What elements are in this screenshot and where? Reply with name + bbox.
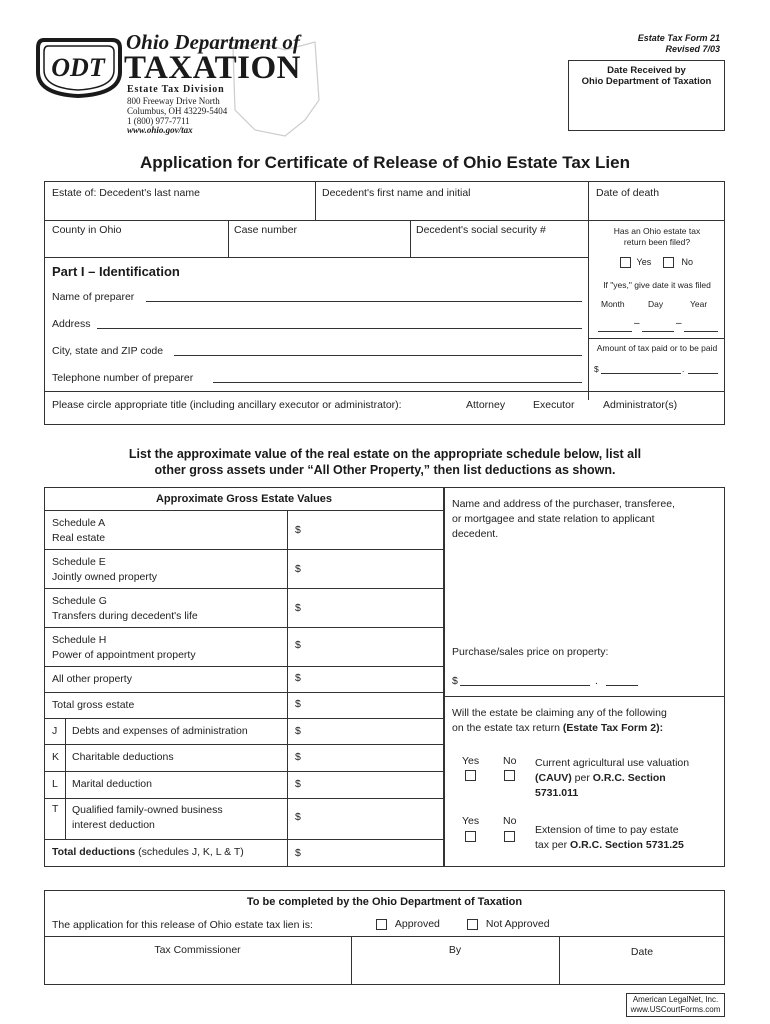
deduction-t-label bbox=[72, 803, 223, 833]
extension-yes-checkbox[interactable] bbox=[465, 830, 476, 842]
agency-website: www.ohio.gov/tax bbox=[127, 125, 193, 135]
cauv-yes-checkbox[interactable] bbox=[465, 769, 476, 781]
extension-line-1: Extension of time to pay estate bbox=[535, 824, 679, 836]
date-received-label-2: Ohio Department of Taxation bbox=[581, 76, 712, 87]
date-dash: – bbox=[634, 318, 640, 329]
filed-month-field[interactable] bbox=[598, 320, 632, 332]
agency-name-line1: Ohio Department of bbox=[126, 30, 300, 54]
approval-date-label: Date bbox=[630, 946, 654, 958]
cauv-section: O.R.C. Section bbox=[592, 772, 666, 784]
part1-heading: Part I – Identification bbox=[52, 264, 180, 279]
agency-phone: 1 (800) 977-7711 bbox=[127, 116, 190, 126]
claim-question bbox=[452, 706, 667, 736]
date-received-label-1: Date Received by bbox=[607, 65, 686, 76]
decedent-first-name-field[interactable] bbox=[317, 200, 587, 219]
checkbox-icon[interactable] bbox=[663, 257, 674, 268]
deduction-j-letter: J bbox=[52, 725, 58, 737]
month-label: Month bbox=[601, 299, 625, 309]
amount-decimal: . bbox=[682, 364, 685, 374]
purchase-price-cents-field[interactable] bbox=[606, 674, 638, 686]
approval-heading: To be completed by the Ohio Department of Taxation bbox=[246, 896, 523, 908]
deduction-t-line1: Qualified family-owned business bbox=[72, 804, 223, 816]
schedule-h-amount[interactable]: $ bbox=[295, 639, 301, 651]
by-signature-field[interactable] bbox=[353, 958, 558, 984]
publisher-website[interactable]: www.USCourtForms.com bbox=[630, 1005, 721, 1014]
cauv-section-number: 5731.011 bbox=[535, 787, 579, 799]
agency-address-2: Columbus, OH 43229-5404 bbox=[127, 106, 228, 116]
extension-per: tax per bbox=[535, 839, 571, 851]
amount-paid-cents-field[interactable] bbox=[688, 362, 718, 374]
deduction-t-line2: interest deduction bbox=[72, 819, 155, 831]
schedule-g-desc: Transfers during decedent's life bbox=[52, 610, 198, 622]
schedule-e-label bbox=[52, 555, 157, 585]
ssn-label: Decedent's social security # bbox=[416, 224, 546, 236]
cauv-yes-label: Yes bbox=[462, 755, 480, 767]
case-number-label: Case number bbox=[234, 224, 298, 236]
division-name: Estate Tax Division bbox=[127, 84, 225, 95]
publisher-box bbox=[626, 993, 725, 1017]
schedule-g-label bbox=[52, 594, 198, 624]
city-state-zip-field[interactable] bbox=[174, 344, 582, 356]
approval-question: The application for this release of Ohio estate tax lien is: bbox=[52, 919, 313, 931]
all-other-property-label: All other property bbox=[52, 673, 132, 685]
purchase-price-field[interactable] bbox=[460, 674, 590, 686]
all-other-property-amount[interactable]: $ bbox=[295, 672, 301, 684]
not-approved-label: Not Approved bbox=[485, 918, 550, 930]
total-deductions-rest: (schedules J, K, L & T) bbox=[135, 846, 244, 858]
city-state-zip-label: City, state and ZIP code bbox=[52, 345, 164, 357]
address-label: Address bbox=[52, 318, 91, 330]
address-field[interactable] bbox=[97, 317, 582, 329]
odt-logo bbox=[34, 36, 122, 98]
decedent-first-name-label: Decedent's first name and initial bbox=[322, 187, 471, 199]
publisher-name: American LegalNet, Inc. bbox=[632, 995, 719, 1004]
deduction-k-label: Charitable deductions bbox=[72, 751, 174, 763]
purchaser-name-address-field[interactable] bbox=[450, 545, 720, 637]
purchase-price-decimal: . bbox=[595, 675, 598, 687]
approved-label: Approved bbox=[394, 918, 440, 930]
logo-text: ODT bbox=[51, 53, 105, 82]
return-filed-yes[interactable] bbox=[620, 257, 651, 268]
claim-line-2: on the estate tax return bbox=[452, 722, 563, 734]
telephone-label: Telephone number of preparer bbox=[52, 372, 194, 384]
if-yes-label: If "yes," give date it was filed bbox=[603, 280, 711, 290]
approved-option[interactable] bbox=[376, 918, 440, 930]
schedule-g-title: Schedule G bbox=[52, 595, 107, 607]
cauv-abbrev: (CAUV) bbox=[535, 772, 572, 784]
cauv-description bbox=[535, 756, 689, 801]
total-gross-estate-amount[interactable]: $ bbox=[295, 698, 301, 710]
form-revised: Revised 7/03 bbox=[665, 44, 720, 54]
deduction-l-label: Marital deduction bbox=[72, 778, 152, 790]
date-received-box bbox=[568, 60, 725, 131]
telephone-field[interactable] bbox=[213, 371, 582, 383]
ssn-field[interactable] bbox=[412, 237, 587, 256]
schedule-a-label bbox=[52, 516, 105, 546]
deduction-t-letter: T bbox=[52, 803, 59, 815]
schedule-g-amount[interactable]: $ bbox=[295, 602, 301, 614]
purchaser-line-2: or mortgagee and state relation to applicant bbox=[452, 513, 655, 525]
schedule-e-amount[interactable]: $ bbox=[295, 563, 301, 575]
instructions-line-2: other gross assets under “All Other Property,” then list deductions as shown. bbox=[154, 463, 616, 477]
schedule-a-desc: Real estate bbox=[52, 532, 106, 544]
yes-label: Yes bbox=[636, 257, 652, 267]
checkbox-icon[interactable] bbox=[467, 919, 478, 930]
total-deductions-bold: Total deductions bbox=[52, 846, 136, 858]
amount-paid-field[interactable] bbox=[601, 362, 681, 374]
title-attorney[interactable]: Attorney bbox=[466, 399, 506, 411]
checkbox-icon[interactable] bbox=[376, 919, 387, 930]
title-executor[interactable]: Executor bbox=[533, 399, 575, 411]
claim-line-2-bold: (Estate Tax Form 2): bbox=[562, 722, 664, 734]
checkbox-icon[interactable] bbox=[620, 257, 631, 268]
date-dash: – bbox=[676, 318, 682, 329]
not-approved-option[interactable] bbox=[467, 918, 550, 930]
decedent-last-name-label: Estate of: Decedent's last name bbox=[52, 187, 200, 199]
tax-commissioner-signature-field[interactable] bbox=[46, 958, 350, 984]
circle-title-instruction: Please circle appropriate title (including ancillary executor or administrator): bbox=[52, 399, 402, 411]
schedule-h-desc: Power of appointment property bbox=[52, 649, 196, 661]
date-of-death-field[interactable] bbox=[590, 200, 724, 219]
deduction-j-label: Debts and expenses of administration bbox=[72, 725, 248, 737]
deduction-l-letter: L bbox=[52, 778, 58, 790]
return-filed-question-2: return been filed? bbox=[623, 237, 691, 247]
claim-line-1: Will the estate be claiming any of the following bbox=[452, 707, 667, 719]
date-of-death-label: Date of death bbox=[596, 187, 660, 199]
decedent-last-name-field[interactable] bbox=[46, 200, 314, 219]
schedule-h-label bbox=[52, 633, 196, 663]
schedule-e-desc: Jointly owned property bbox=[52, 571, 158, 583]
deduction-k-letter: K bbox=[52, 751, 60, 763]
return-filed-no[interactable] bbox=[663, 257, 693, 268]
total-deductions-label bbox=[52, 846, 244, 858]
form-title: Application for Certificate of Release of Ohio Estate Tax Lien bbox=[140, 153, 630, 172]
cauv-no-checkbox[interactable] bbox=[504, 769, 515, 781]
purchase-price-label: Purchase/sales price on property: bbox=[452, 646, 609, 658]
form-number: Estate Tax Form 21 bbox=[637, 33, 720, 43]
title-administrators[interactable]: Administrator(s) bbox=[603, 399, 678, 411]
gross-estate-header: Approximate Gross Estate Values bbox=[155, 493, 333, 505]
tax-commissioner-label: Tax Commissioner bbox=[154, 944, 241, 956]
extension-no-checkbox[interactable] bbox=[504, 830, 515, 842]
filed-day-field[interactable] bbox=[642, 320, 674, 332]
extension-description bbox=[535, 823, 684, 853]
checkbox-icon[interactable] bbox=[504, 831, 515, 842]
extension-no-label: No bbox=[503, 815, 517, 827]
cauv-line-1: Current agricultural use valuation bbox=[535, 757, 690, 769]
schedule-a-amount[interactable]: $ bbox=[295, 524, 301, 536]
preparer-name-field[interactable] bbox=[146, 290, 582, 302]
extension-section: O.R.C. Section 5731.25 bbox=[570, 839, 684, 851]
day-label: Day bbox=[648, 299, 664, 309]
checkbox-icon[interactable] bbox=[465, 770, 476, 781]
amount-paid-label: Amount of tax paid or to be paid bbox=[596, 343, 718, 353]
purchaser-line-3: decedent. bbox=[452, 528, 499, 540]
checkbox-icon[interactable] bbox=[504, 770, 515, 781]
case-number-field[interactable] bbox=[230, 237, 409, 256]
schedule-a-title: Schedule A bbox=[52, 517, 106, 529]
schedule-e-title: Schedule E bbox=[52, 556, 106, 568]
return-filed-question-1: Has an Ohio estate tax bbox=[613, 226, 701, 236]
extension-yes-label: Yes bbox=[462, 815, 480, 827]
cauv-per: per bbox=[571, 772, 593, 784]
filed-year-field[interactable] bbox=[684, 320, 718, 332]
instructions-line-1: List the approximate value of the real estate on the appropriate schedule below, list all bbox=[128, 447, 642, 461]
preparer-name-label: Name of preparer bbox=[52, 291, 135, 303]
amount-dollar-sign: $ bbox=[594, 364, 599, 374]
agency-name-line2: TAXATION bbox=[124, 50, 301, 86]
county-field[interactable] bbox=[46, 237, 227, 256]
year-label: Year bbox=[690, 299, 708, 309]
deduction-j-amount[interactable]: $ bbox=[295, 725, 301, 737]
agency-address-1: 800 Freeway Drive North bbox=[127, 96, 220, 106]
cauv-no-label: No bbox=[503, 755, 517, 767]
by-label: By bbox=[448, 944, 462, 956]
total-deductions-amount[interactable]: $ bbox=[295, 847, 301, 859]
total-gross-estate-label: Total gross estate bbox=[52, 699, 135, 711]
deduction-t-amount[interactable]: $ bbox=[295, 811, 301, 823]
county-label: County in Ohio bbox=[52, 224, 122, 236]
approval-date-field[interactable] bbox=[561, 960, 724, 984]
purchaser-instructions bbox=[452, 497, 675, 542]
checkbox-icon[interactable] bbox=[465, 831, 476, 842]
purchaser-line-1: Name and address of the purchaser, transferee, bbox=[452, 498, 675, 510]
deduction-l-amount[interactable]: $ bbox=[295, 778, 301, 790]
purchase-price-dollar: $ bbox=[452, 675, 458, 687]
schedule-h-title: Schedule H bbox=[52, 634, 107, 646]
deduction-k-amount[interactable]: $ bbox=[295, 751, 301, 763]
no-label: No bbox=[681, 257, 694, 267]
